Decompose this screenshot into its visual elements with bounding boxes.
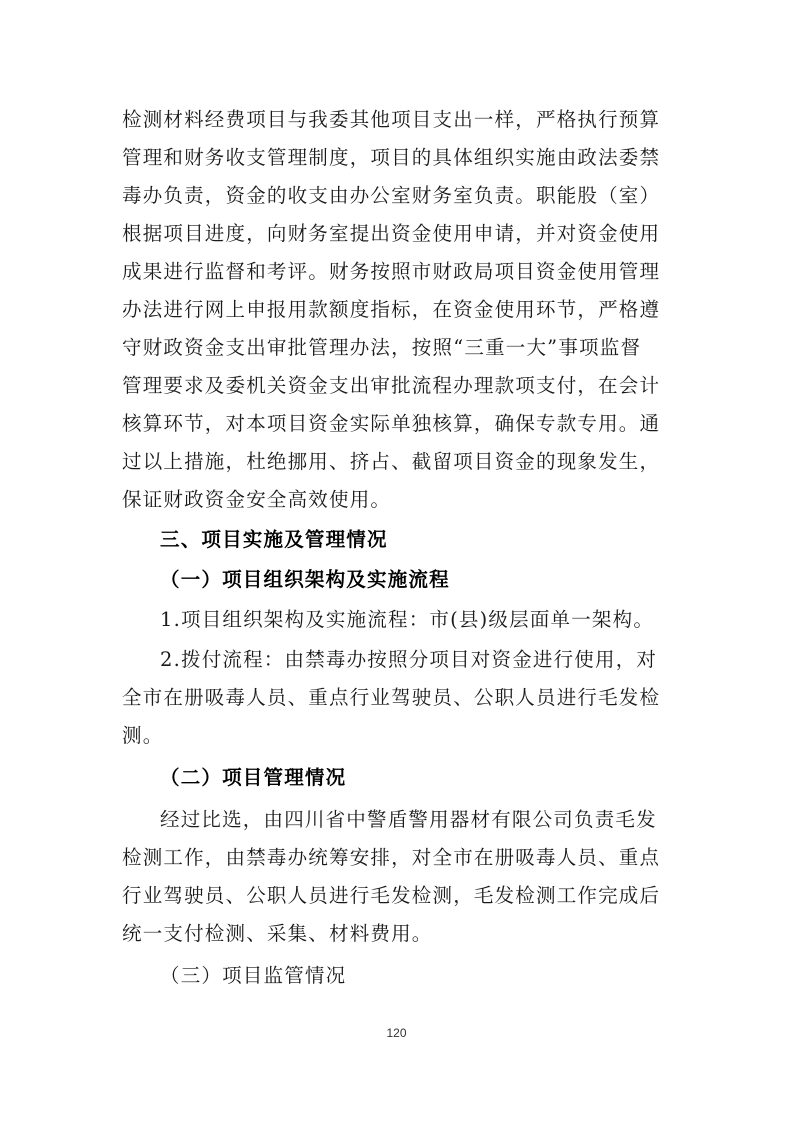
- list-item: 2.拨付流程：由禁毒办按照分项目对资金进行使用，对: [160, 648, 658, 671]
- subsection-heading: （二）项目管理情况: [160, 766, 347, 789]
- paragraph-line: 检测工作，由禁毒办统筹安排，对全市在册吸毒人员、重点: [122, 846, 661, 869]
- paragraph-line: 过以上措施，杜绝挪用、挤占、截留项目资金的现象发生，: [122, 450, 661, 473]
- paragraph-line: 毒办负责，资金的收支由办公室财务室负责。职能股（室）: [122, 184, 661, 207]
- list-item: 1.项目组织架构及实施流程：市(县)级层面单一架构。: [160, 608, 655, 631]
- section-heading: 三、项目实施及管理情况: [160, 528, 388, 551]
- paragraph-line: 保证财政资金安全高效使用。: [122, 488, 392, 511]
- subsection-heading: （一）项目组织架构及实施流程: [160, 568, 450, 591]
- subsection-heading: （三）项目监管情况: [160, 964, 347, 987]
- paragraph-line: 办法进行网上申报用款额度指标，在资金使用环节，严格遵: [122, 298, 661, 321]
- paragraph-line: 管理和财务收支管理制度，项目的具体组织实施由政法委禁: [122, 146, 661, 169]
- paragraph-line: 核算环节，对本项目资金实际单独核算，确保专款专用。通: [122, 412, 661, 435]
- paragraph-line: 行业驾驶员、公职人员进行毛发检测，毛发检测工作完成后: [122, 884, 661, 907]
- paragraph-line: 统一支付检测、采集、材料费用。: [122, 922, 433, 945]
- paragraph-line: 成果进行监督和考评。财务按照市财政局项目资金使用管理: [122, 260, 661, 283]
- paragraph-line: 检测材料经费项目与我委其他项目支出一样，严格执行预算: [122, 108, 661, 131]
- paragraph-line: 根据项目进度，向财务室提出资金使用申请，并对资金使用: [122, 222, 661, 245]
- page-number: 120: [386, 1026, 407, 1040]
- paragraph-line: 管理要求及委机关资金支出审批流程办理款项支付，在会计: [122, 374, 661, 397]
- paragraph-line: 守财政资金支出审批管理办法，按照“三重一大”事项监督: [122, 336, 642, 359]
- paragraph-line: 测。: [122, 724, 164, 747]
- paragraph-line: 经过比选，由四川省中警盾警用器材有限公司负责毛发: [160, 808, 657, 831]
- paragraph-line: 全市在册吸毒人员、重点行业驾驶员、公职人员进行毛发检: [122, 686, 661, 709]
